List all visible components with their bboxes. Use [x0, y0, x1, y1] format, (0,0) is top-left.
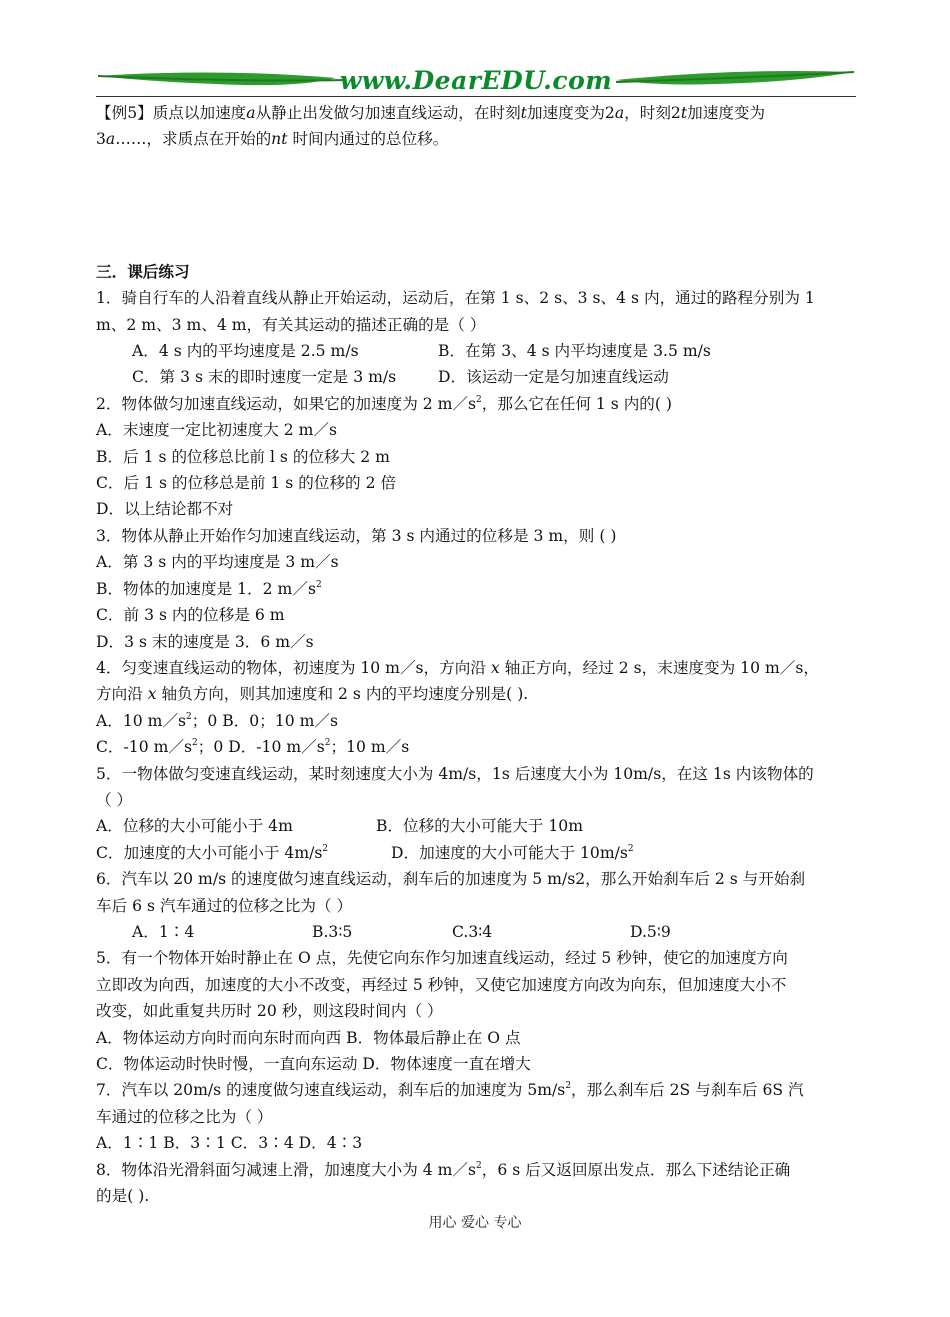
site-logo[interactable]: www.DearEDU.com [339, 66, 613, 95]
q2-option-c: C．后 1 s 的位移总是前 1 s 的位移的 2 倍 [96, 474, 397, 493]
q5a-stem-line2: （ ） [96, 790, 133, 809]
q2-stem: 2．物体做匀加速直线运动，如果它的加速度为 2 $m/s^2$，那么它在任何 1 s 内的( ) [96, 394, 673, 413]
q1-stem-line2: m、2 m、3 m、4 m，有关其运动的描述正确的是（ ） [96, 315, 486, 334]
q1-options-ab: A．4 s 内的平均速度是 2.5 m/s B．在第 3、4 s 内平均速度是 3.5 m/s [132, 342, 711, 361]
worksheet-body [96, 100, 858, 1209]
q1-stem-line1: 1．骑自行车的人沿着直线从静止开始运动，运动后，在第 1 s、2 s、3 s、4 s 内，通过的路程分别为 1 [96, 289, 815, 308]
q5b-options-cd: C．物体运动时快时慢，一直向东运动 D．物体速度一直在增大 [96, 1055, 531, 1073]
q3-stem: 3．物体从静止开始作匀加速直线运动，第 3 s 内通过的位移是 3 m，则 ( ) [96, 526, 617, 545]
example5-line1: 【例5】质点以加速度a从静止出发做匀加速直线运动，在时刻t加速度变为2a，时刻2t加速度变为 [96, 104, 766, 122]
q2-option-a: A．末速度一定比初速度大 2 m／s [96, 421, 338, 440]
q4-options-ab: A．10 $m/s^2$；0 B．0；10 m／s [96, 711, 339, 730]
q4-stem-line1: 4．匀变速直线运动的物体，初速度为 10 m／s，方向沿 x 轴正方向，经过 2 s，末速度变为 10 m／s， [96, 658, 819, 677]
q5b-stem-line1: 5．有一个物体开始时静止在 O 点，先使它向东作匀加速直线运动，经过 5 秒钟，使它的加速度方向 [96, 949, 788, 968]
q3-option-c: C．前 3 s 内的位移是 6 m [96, 606, 285, 625]
q1-options-cd: C．第 3 s 末的即时速度一定是 3 m/s D．该运动一定是匀加速直线运动 [132, 368, 669, 387]
q7-stem-line2: 车通过的位移之比为（ ） [96, 1107, 273, 1126]
header-divider [96, 96, 856, 97]
q6-stem-line2: 车后 6 s 汽车通过的位移之比为（ ） [96, 896, 353, 915]
q2-option-b: B．后 1 s 的位移总比前 l s 的位移大 2 m [96, 447, 390, 466]
q5b-options-ab: A．物体运动方向时而向东时而向西 B．物体最后静止在 O 点 [96, 1028, 521, 1047]
q4-options-cd: C．-10 $m/s^2$；0 D．-10 $m/s^2$；10 m／s [96, 738, 410, 757]
q5a-options-cd: C．加速度的大小可能小于 $4m/s^2$ D．加速度的大小可能大于 $10m/s^2$ [96, 843, 634, 862]
q5a-stem-line1: 5．一物体做匀变速直线运动，某时刻速度大小为 4m/s，1s 后速度大小为 10m/s，在这 1s 内该物体的 [96, 764, 814, 783]
q5b-stem-line3: 改变，如此重复共历时 20 秒，则这段时间内（ ） [96, 1002, 443, 1021]
q2-option-d: D．以上结论都不对 [96, 500, 234, 519]
example5-line2: 3a……，求质点在开始的nt 时间内通过的总位移。 [96, 130, 449, 149]
page-footer: 用心 爱心 专心 [428, 1215, 522, 1231]
q3-option-d: D．3 s 末的速度是 3．6 m／s [96, 632, 314, 651]
q3-option-a: A．第 3 s 内的平均速度是 3 m／s [96, 553, 339, 572]
q7-stem-line1: 7．汽车以 20m/s 的速度做匀速直线运动，刹车后的加速度为 $5m/s^2$，那么刹车后 2S 与刹车后 6S 汽 [96, 1081, 804, 1100]
site-header [96, 64, 856, 98]
q8-stem-line1: 8．物体沿光滑斜面匀减速上滑，加速度大小为 4 $m/s^2$，6 s 后又返回原出发点．那么下述结论正确 [96, 1160, 791, 1179]
q5a-options-ab: A．位移的大小可能小于 4m B．位移的大小可能大于 10m [96, 817, 583, 836]
q6-options: A．1∶4 B.3∶5 C.3∶4 D.5∶9 [132, 922, 671, 941]
q6-stem-line1: 6．汽车以 20 m/s 的速度做匀速直线运动，刹车后的加速度为 5 m/s2，那么开始刹车后 2 s 与开始刹 [96, 870, 806, 889]
q8-stem-line2: 的是( ). [96, 1187, 150, 1206]
q4-stem-line2: 方向沿 x 轴负方向，则其加速度和 2 s 内的平均速度分别是( ). [96, 685, 529, 704]
q5b-stem-line2: 立即改为向西，加速度的大小不改变，再经过 5 秒钟，又使它加速度方向改为向东，但加速度大小不 [96, 975, 787, 994]
q3-option-b: B．物体的加速度是 1．2 $m/s^2$ [96, 579, 322, 598]
q7-options: A．1∶1 B．3∶1 C．3∶4 D．4∶3 [96, 1134, 363, 1153]
answer-space [96, 153, 858, 259]
section-title: 三．课后练习 [96, 261, 190, 281]
